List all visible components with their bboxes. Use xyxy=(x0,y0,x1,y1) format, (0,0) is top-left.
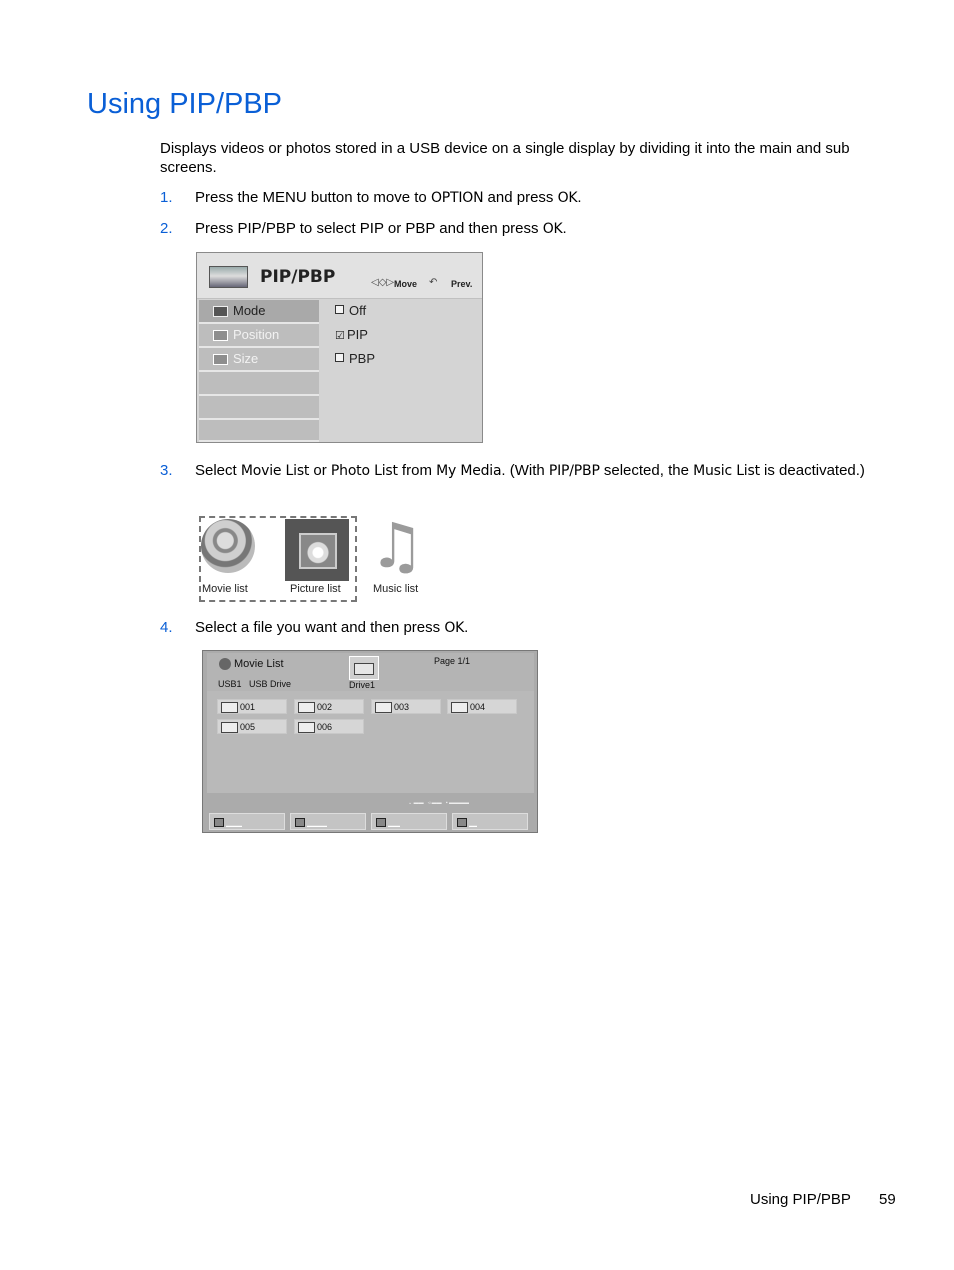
menu-item-empty xyxy=(199,396,319,420)
step-number: 3. xyxy=(160,462,173,479)
usb-path: USB1 USB Drive xyxy=(218,679,292,689)
music-list-label: Music list xyxy=(373,583,419,595)
menu-item-position[interactable]: Position xyxy=(199,324,319,348)
folder-item[interactable]: 004 xyxy=(447,699,517,714)
drive-folder-icon[interactable] xyxy=(349,656,379,680)
return-icon: ↶ xyxy=(429,277,438,288)
page-indicator: Page 1/1 xyxy=(434,656,471,666)
film-reel-icon xyxy=(219,658,231,670)
flower-photo-icon xyxy=(299,533,337,569)
file-grid xyxy=(207,691,534,793)
step-text: Select a file you want and then press OK. xyxy=(195,619,469,636)
step-number: 2. xyxy=(160,220,173,237)
option-pbp[interactable]: PBP xyxy=(335,351,375,366)
step-number: 1. xyxy=(160,189,173,206)
checkbox-unchecked-icon xyxy=(335,353,344,362)
button-icon xyxy=(376,818,386,827)
footer-button[interactable]: ▬▬ xyxy=(452,813,528,830)
folder-item[interactable]: 003 xyxy=(371,699,441,714)
step-text: Press the MENU button to move to OPTION and press OK. xyxy=(195,189,582,206)
movie-list-header xyxy=(207,653,534,691)
button-icon xyxy=(457,818,467,827)
pip-menu-header xyxy=(197,253,482,299)
option-off[interactable]: Off xyxy=(335,303,366,318)
folder-icon xyxy=(375,702,392,713)
footer-button[interactable]: ▬▬▬ xyxy=(371,813,447,830)
prev-hint: Prev. xyxy=(451,279,473,289)
folder-icon xyxy=(298,702,315,713)
intro-paragraph: Displays videos or photos stored in a USB device on a single display by dividing it into the main and sub screens. xyxy=(160,140,850,176)
picture-list-label: Picture list xyxy=(290,583,341,595)
music-note-icon: ♫ xyxy=(369,509,425,582)
footer-button[interactable]: ▬▬▬▬ xyxy=(209,813,285,830)
folder-icon xyxy=(221,722,238,733)
step-number: 4. xyxy=(160,619,173,636)
movie-list-title: Movie List xyxy=(234,658,284,670)
folder-icon xyxy=(221,702,238,713)
page-title: Using PIP/PBP xyxy=(87,88,283,120)
picture-icon[interactable] xyxy=(285,519,349,581)
option-pip[interactable]: ☑ PIP xyxy=(335,327,368,342)
pip-menu-title: PIP/PBP xyxy=(260,267,336,287)
checkbox-unchecked-icon xyxy=(335,305,344,314)
folder-item[interactable]: 002 xyxy=(294,699,364,714)
folder-item[interactable]: 005 xyxy=(217,719,287,734)
page-number: 59 xyxy=(879,1191,896,1208)
step-text: Select Movie List or Photo List from My Media. (With PIP/PBP selected, the Music List is deactivated.) xyxy=(195,462,865,479)
navigation-hints: ⌄ ▬▬ ◃ ▬▬ ▪ ▬▬▬▬ xyxy=(408,800,469,806)
film-reel-icon[interactable] xyxy=(201,519,255,573)
size-icon xyxy=(213,354,228,365)
my-media-icons-screenshot xyxy=(197,509,427,602)
footer-section-title: Using PIP/PBP xyxy=(750,1191,851,1208)
arrows-icon: ◁◇▷ xyxy=(371,277,395,288)
folder-item[interactable]: 001 xyxy=(217,699,287,714)
footer-button[interactable]: ▬▬▬▬▬ xyxy=(290,813,366,830)
menu-item-mode[interactable]: Mode xyxy=(199,300,319,324)
step-text: Press PIP/PBP to select PIP or PBP and then press OK. xyxy=(195,220,567,237)
folder-icon xyxy=(451,702,468,713)
position-icon xyxy=(213,330,228,341)
checkbox-checked-icon: ☑ xyxy=(335,330,345,342)
button-icon xyxy=(295,818,305,827)
pip-pbp-menu-screenshot xyxy=(196,252,483,443)
folder-icon xyxy=(298,722,315,733)
menu-item-empty xyxy=(199,372,319,396)
movie-list-screenshot xyxy=(202,650,538,833)
folder-item[interactable]: 006 xyxy=(294,719,364,734)
button-icon xyxy=(214,818,224,827)
move-hint: Move xyxy=(394,279,418,289)
movie-list-label: Movie list xyxy=(202,583,248,595)
mode-icon xyxy=(213,306,228,317)
movie-list-footer xyxy=(207,813,534,831)
menu-item-size[interactable]: Size xyxy=(199,348,319,372)
drive-label: Drive1 xyxy=(349,680,376,690)
menu-item-empty xyxy=(199,420,319,442)
display-thumbnail-icon xyxy=(209,266,248,288)
